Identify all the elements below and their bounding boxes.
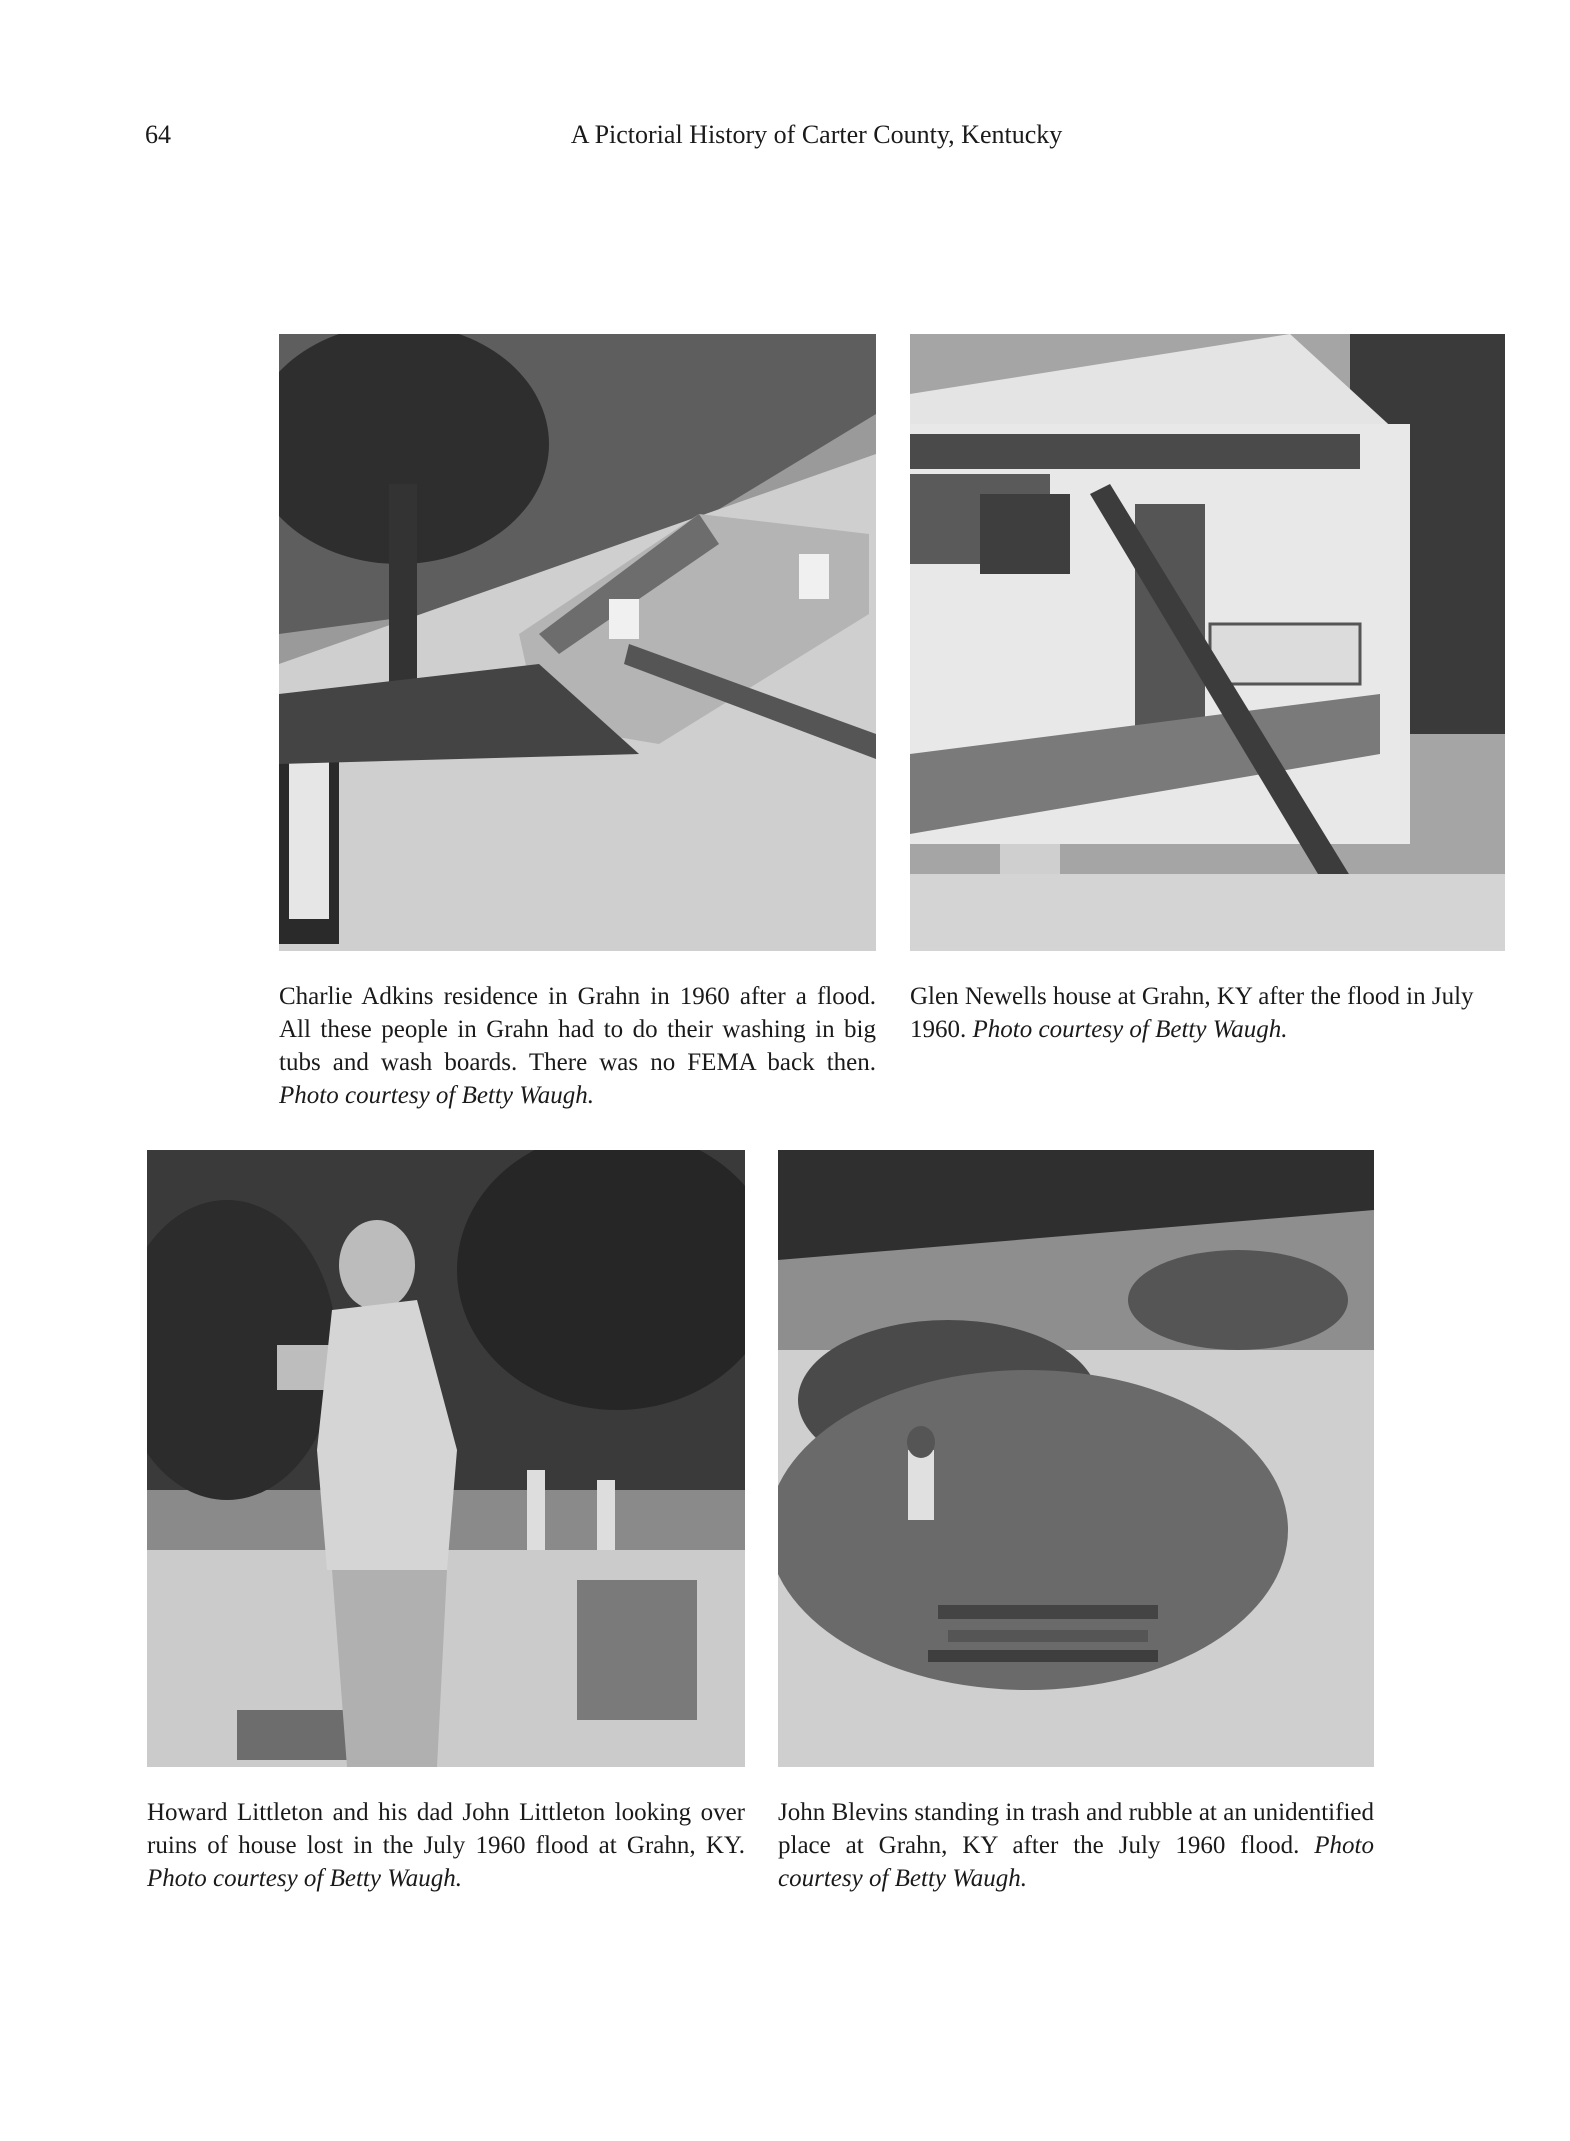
photo-credit: Photo courtesy of Betty Waugh. <box>147 1865 462 1892</box>
photo-littleton-ruins <box>147 1150 745 1767</box>
caption-littleton-ruins <box>147 1796 745 1895</box>
photo-credit: Photo courtesy of Betty Waugh. <box>778 1832 1374 1892</box>
caption-blevins-rubble <box>778 1796 1374 1895</box>
photo-credit: Photo courtesy of Betty Waugh. <box>279 1082 594 1109</box>
running-head: A Pictorial History of Carter County, Kentucky <box>570 120 1063 149</box>
caption-text: Howard Littleton and his dad John Littleton looking over ruins of house lost in the July 1960 flood at Grahn, KY. <box>147 1799 745 1859</box>
page-number: 64 <box>145 120 171 149</box>
caption-text: Glen Newells house at Grahn, KY after the flood in July 1960. <box>910 983 1474 1043</box>
caption-newells-house <box>910 980 1505 1046</box>
photo-credit: Photo courtesy of Betty Waugh. <box>972 1016 1288 1043</box>
caption-adkins-residence <box>279 980 876 1112</box>
caption-text: John Blevins standing in trash and rubble at an unidentified place at Grahn, KY after the July 1960 flood. <box>778 1799 1374 1859</box>
photo-newells-house <box>910 334 1505 951</box>
caption-text: Charlie Adkins residence in Grahn in 1960 after a flood. All these people in Grahn had to do their washing in big tubs and wash boards. There was no FEMA back then. <box>279 983 876 1076</box>
photo-blevins-rubble <box>778 1150 1374 1767</box>
photo-adkins-residence <box>279 334 876 951</box>
